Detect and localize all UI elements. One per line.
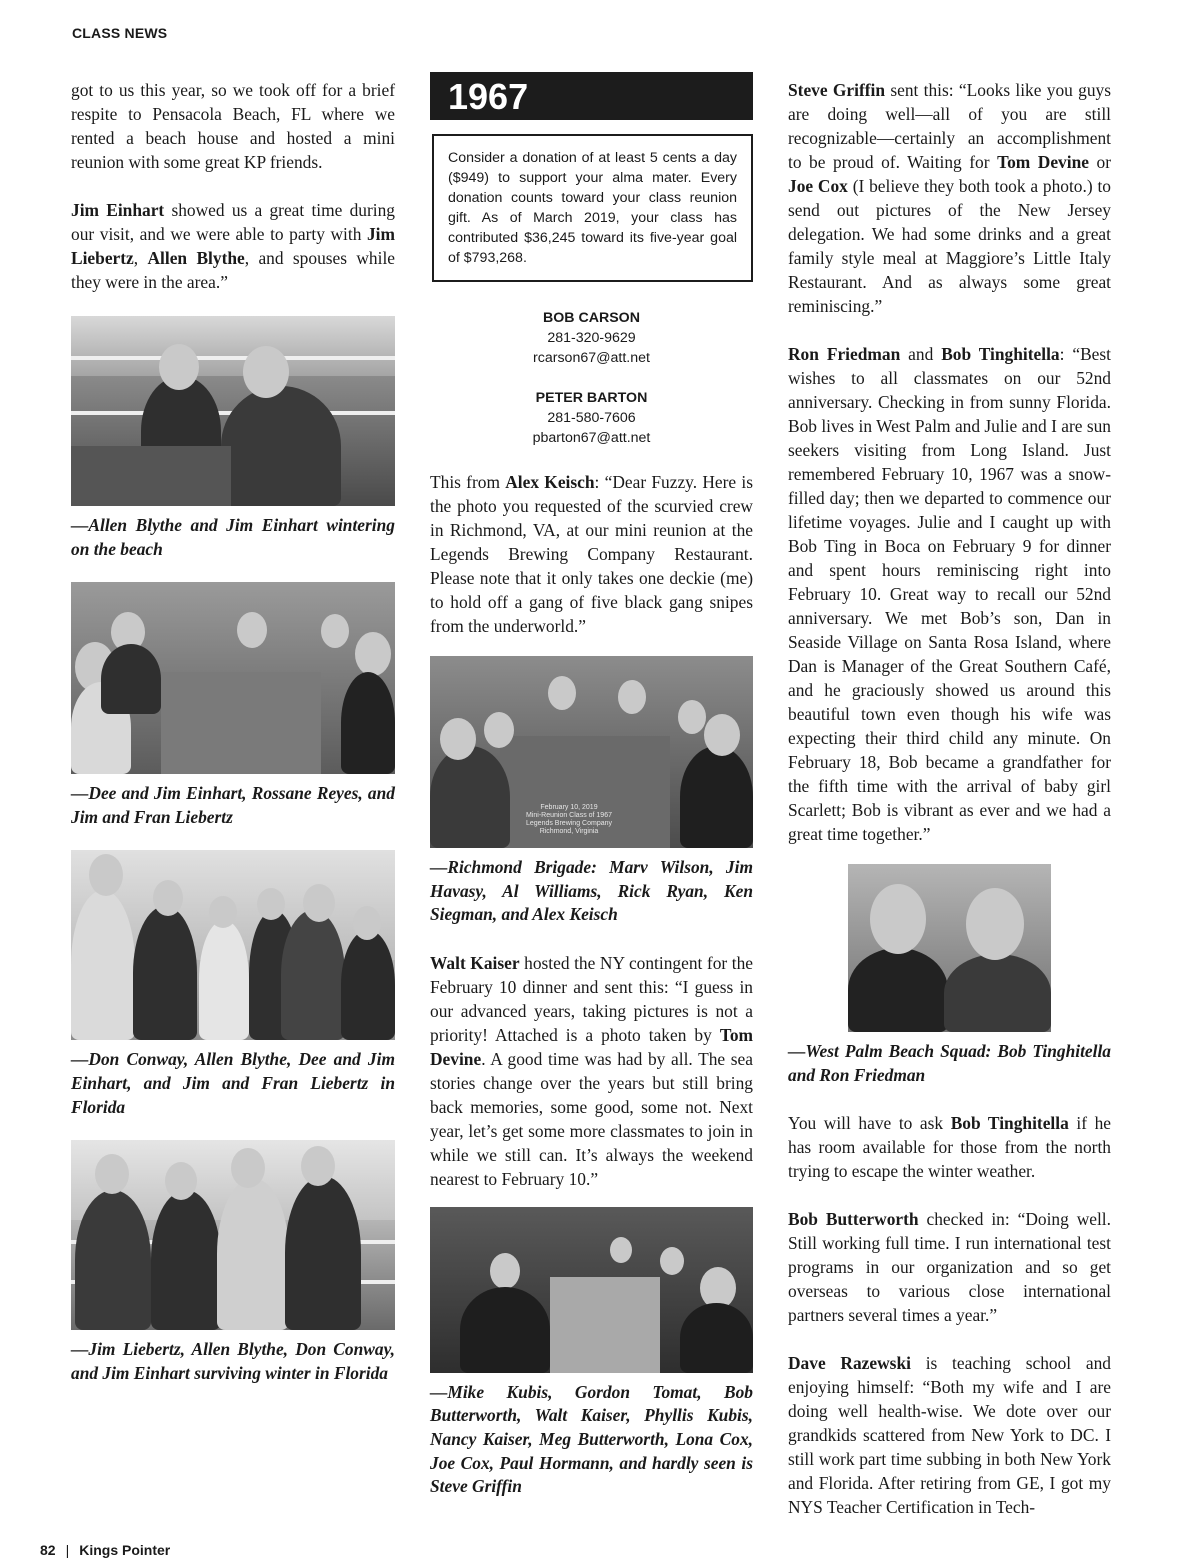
column-middle xyxy=(430,72,753,1499)
column-right xyxy=(788,78,1111,1519)
photo-richmond-brigade xyxy=(430,656,753,848)
photo-caption: —Dee and Jim Einhart, Rossane Reyes, and Jim and Fran Liebertz xyxy=(71,783,395,827)
article-paragraph: This from Alex Keisch: “Dear Fuzzy. Here is the photo you requested of the scurvied crew in Richmond, VA, at our mini reunion at the Legends Brewing Company Restaurant. Please note that it only takes one deckie (me) to hold off a gang of five black gang snipes from the underworld.” xyxy=(430,472,753,636)
class-contact xyxy=(430,388,753,448)
article-paragraph: Walt Kaiser hosted the NY contingent for the February 10 dinner and sent this: “I guess in our advanced years, taking pictures is not a priority! Attached is a photo taken by Tom Devine. A good time was had by all. The sea stories change over the years but still bring back memories, some good, some not. Next year, let’s get some more classmates to join in while we still can. It’s always the weekend nearest to February 10.” xyxy=(430,952,753,1189)
article-paragraph: Bob Butterworth checked in: “Doing well. Still working full time. I run international test programs in our organization and so get overseas to various close international partners several times a year.” xyxy=(788,1209,1111,1326)
person-name: Walt Kaiser xyxy=(430,952,520,973)
photo-caption: —Allen Blythe and Jim Einhart wintering on the beach xyxy=(71,515,395,559)
contact-name: BOB CARSON xyxy=(543,310,640,326)
person-name: Bob Tinghitella xyxy=(941,344,1060,364)
person-name: Tom Devine xyxy=(430,1024,753,1069)
photo-beach-deck xyxy=(71,316,395,506)
article-paragraph: got to us this year, so we took off for a brief respite to Pensacola Beach, FL where we rented a beach house and hosted a mini reunion with some great KP friends. xyxy=(71,80,395,172)
photo-caption: —Richmond Brigade: Marv Wilson, Jim Havasy, Al Williams, Rick Ryan, Ken Siegman, and Alex Keisch xyxy=(430,857,753,925)
person-name: Ron Friedman xyxy=(788,344,901,364)
publication-name: Kings Pointer xyxy=(79,1542,171,1558)
person-name: Jim Liebertz xyxy=(71,224,395,268)
article-paragraph: You will have to ask Bob Tinghitella if he has room available for those from the north trying to escape the winter weather. xyxy=(788,1113,1111,1182)
photo-west-palm-beach xyxy=(848,864,1051,1032)
person-name: Bob Butterworth xyxy=(788,1209,919,1230)
person-name: Dave Razewski xyxy=(788,1353,911,1374)
photo-caption: —West Palm Beach Squad: Bob Tinghitella and Ron Friedman xyxy=(788,1041,1111,1085)
article-paragraph: Jim Einhart showed us a great time during our visit, and we were able to party with Jim Liebertz, Allen Blythe, and spouses while they were in the area.” xyxy=(71,200,396,292)
person-name: Steve Griffin xyxy=(788,80,886,100)
person-name: Tom Devine xyxy=(997,152,1089,172)
column-left xyxy=(71,78,395,1385)
photo-caption: —Mike Kubis, Gordon Tomat, Bob Butterworth, Walt Kaiser, Phyllis Kubis, Nancy Kaiser, Meg Butterworth, Lona Cox, Joe Cox, Paul Hormann, and hardly seen is Steve Griffin xyxy=(430,1381,753,1497)
person-name: Bob Tinghitella xyxy=(950,1113,1069,1134)
person-name: Alex Keisch xyxy=(505,472,595,492)
article-paragraph: Ron Friedman and Bob Tinghitella: “Best wishes to all classmates on our 52nd anniversary. Checking in from sunny Florida. Bob lives in West Palm and Julie and I are sun seekers visiting from Long Island. Just remembered February 10, 1967 was a snow-filled day; then we departed to commence our lifetime voyages. Julie and I caught up with Bob Ting in Boca on February 9 for dinner and spent hours reminiscing right into February 10. Great way to recall our 52nd anniversary. We met Bob’s son, Dan in Seaside Village on Santa Rosa Island, where Dan is Manager of the Great Southern Café, and he graciously showed us around this beautiful town even though his wife was expecting their third child any minute. On February 18, Bob became a grandfather for the fifth time with the arrival of baby girl Scarlett; Bob is vibrant as ever and we had a great time together.” xyxy=(788,344,1112,844)
article-paragraph: Steve Griffin sent this: “Looks like you guys are doing well—all of you are still recognizable—certainly an accomplishment to be proud of. Waiting for Tom Devine or Joe Cox (I believe they both took a photo.) to send out pictures of the New Jersey delegation. We had some drinks and a great family style meal at Maggiore’s Little Italy Restaurant. And as always some great reminiscing.” xyxy=(788,80,1111,316)
photo-four-men-beach xyxy=(71,1140,395,1330)
photo-caption: —Don Conway, Allen Blythe, Dee and Jim Einhart, and Jim and Fran Liebertz in Florida xyxy=(71,1049,395,1117)
page-number: 82 xyxy=(40,1542,56,1558)
class-contact xyxy=(430,308,753,368)
article-paragraph: Dave Razewski is teaching school and enjoying himself: “Both my wife and I are doing well health-wise. We dote over our grandkids scattered from New York to DC. I still work part time subbing in both New York and Florida. After retiring from GE, I got my NYS Teacher Certification in Tech- xyxy=(788,1353,1111,1518)
class-year-heading: 1967 xyxy=(430,72,753,120)
contact-email[interactable]: rcarson67@att.net xyxy=(533,350,650,366)
person-name: Allen Blythe xyxy=(147,248,245,268)
photo-ny-contingent xyxy=(430,1207,753,1373)
person-name: Jim Einhart xyxy=(71,200,165,220)
photo-restaurant-table xyxy=(71,582,395,774)
donation-notice: Consider a donation of at least 5 cents a day ($949) to support your alma mater. Every donation counts toward your class reunion gift. As of March 2019, your class has contributed $36,245 toward its five-year goal of $793,268. xyxy=(432,134,753,282)
contact-email[interactable]: pbarton67@att.net xyxy=(532,430,651,446)
person-name: Joe Cox xyxy=(788,176,848,196)
section-label: CLASS NEWS xyxy=(72,25,168,41)
contact-name: PETER BARTON xyxy=(535,390,648,406)
photo-caption: —Jim Liebertz, Allen Blythe, Don Conway, and Jim Einhart surviving winter in Florida xyxy=(71,1339,395,1383)
photo-sign: February 10, 2019 Mini-Reunion Class of 1967 Legends Brewing Company Richmond, Virginia xyxy=(526,804,612,835)
contact-phone: 281-320-9629 xyxy=(547,330,636,346)
photo-group-florida xyxy=(71,850,395,1040)
page-footer: 82 | Kings Pointer xyxy=(40,1542,171,1558)
contact-phone: 281-580-7606 xyxy=(547,410,636,426)
